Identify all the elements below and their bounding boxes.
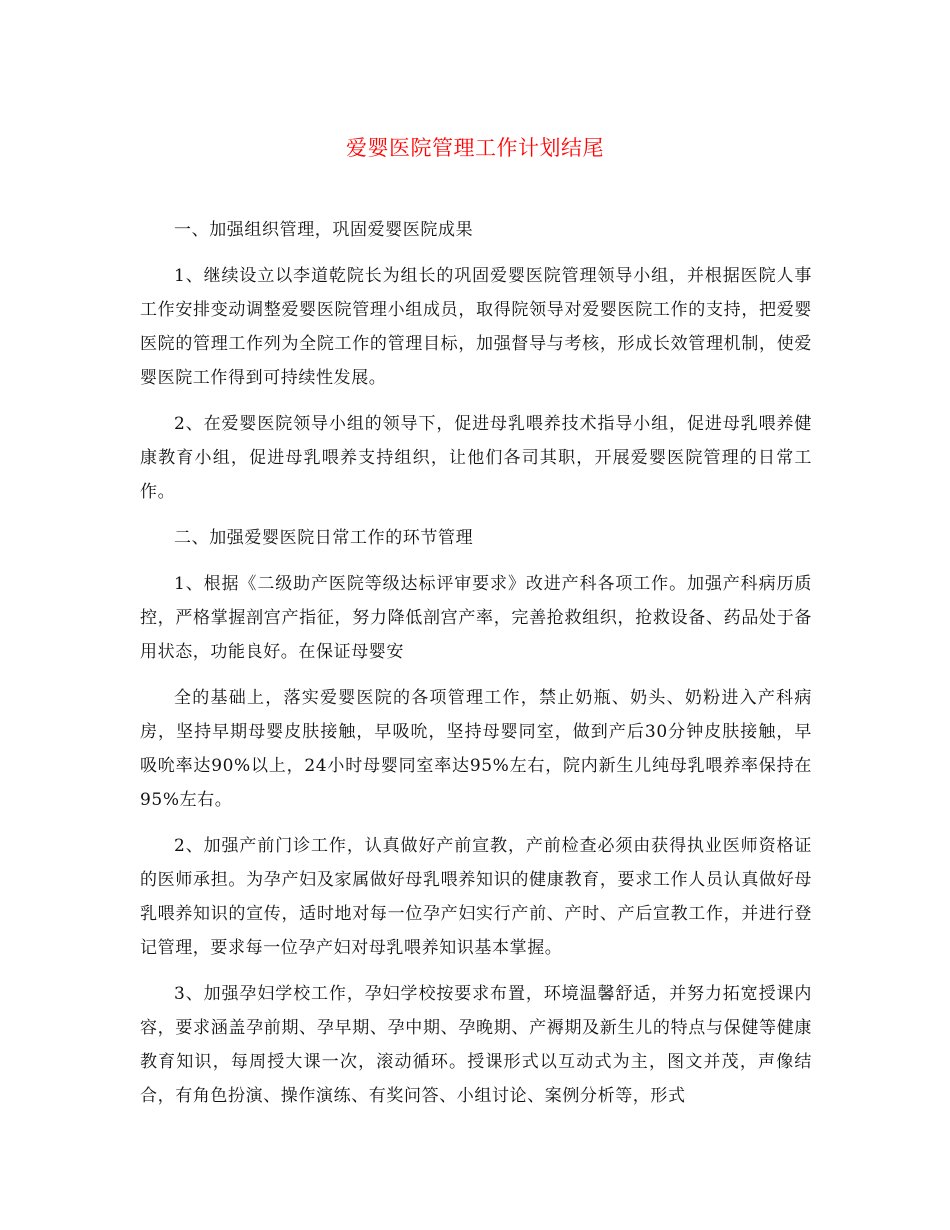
paragraph: 全的基础上，落实爱婴医院的各项管理工作，禁止奶瓶、奶头、奶粉进入产科病房，坚持早期母婴皮肤接触，早吸吮，坚持母婴同室，做到产后30分钟皮肤接触，早吸吮率达90%以上，24小时母婴同室率达95%左右，院内新生儿纯母乳喂养率保持在95%左右。 xyxy=(140,688,812,810)
document-body xyxy=(140,213,812,1125)
document-title: 爱婴医院管理工作计划结尾 xyxy=(346,136,604,160)
paragraph: 3、加强孕妇学校工作，孕妇学校按要求布置，环境温馨舒适，并努力拓宽授课内容，要求涵盖孕前期、孕早期、孕中期、孕晚期、产褥期及新生儿的特点与保健等健康教育知识，每周授大课一次，滚动循环。授课形式以互动式为主，图文并茂，声像结合，有角色扮演、操作演练、有奖问答、小组讨论、案例分析等，形式 xyxy=(140,984,812,1106)
paragraph: 1、继续设立以李道乾院长为组长的巩固爱婴医院管理领导小组，并根据医院人事工作安排变动调整爱婴医院管理小组成员，取得院领导对爱婴医院工作的支持，把爱婴医院的管理工作列为全院工作的管理目标，加强督导与考核，形成长效管理机制，使爱婴医院工作得到可持续性发展。 xyxy=(140,266,812,388)
section-heading-2: 二、加强爱婴医院日常工作的环节管理 xyxy=(174,528,474,548)
section-heading-1: 一、加强组织管理，巩固爱婴医院成果 xyxy=(174,220,474,240)
paragraph: 2、在爱婴医院领导小组的领导下，促进母乳喂养技术指导小组，促进母乳喂养健康教育小组，促进母乳喂养支持组织，让他们各司其职，开展爱婴医院管理的日常工作。 xyxy=(140,414,812,502)
paragraph: 2、加强产前门诊工作，认真做好产前宣教，产前检查必须由获得执业医师资格证的医师承担。为孕产妇及家属做好母乳喂养知识的健康教育，要求工作人员认真做好母乳喂养知识的宣传，适时地对每一位孕产妇实行产前、产时、产后宣教工作，并进行登记管理，要求每一位孕产妇对母乳喂养知识基本掌握。 xyxy=(140,836,812,958)
paragraph: 1、根据《二级助产医院等级达标评审要求》改进产科各项工作。加强产科病历质控，严格掌握剖宫产指征，努力降低剖宫产率，完善抢救组织，抢救设备、药品处于备用状态，功能良好。在保证母婴安 xyxy=(140,574,812,662)
